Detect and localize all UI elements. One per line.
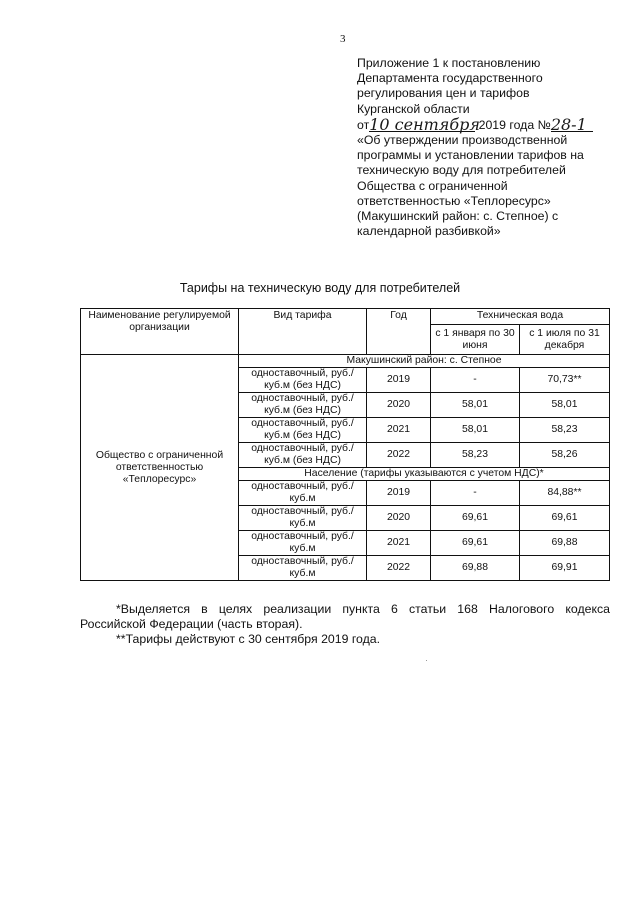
from-prefix: от bbox=[357, 117, 370, 132]
year-cell: 2021 bbox=[367, 531, 431, 556]
year-cell: 2020 bbox=[367, 506, 431, 531]
footnote-vat-cont: Российской Федерации (часть вторая). bbox=[80, 617, 303, 631]
scan-speck bbox=[426, 660, 427, 661]
header-organization: Наименование регулируемой организации bbox=[81, 309, 239, 355]
tariff-type-cell: одноставочный, руб./куб.м bbox=[239, 481, 367, 506]
header-technical-water: Техническая вода bbox=[431, 309, 610, 325]
subject-line: календарной разбивкой» bbox=[357, 224, 501, 239]
year-cell: 2021 bbox=[367, 418, 431, 443]
handwritten-number: 28-1 bbox=[551, 118, 593, 132]
subject-line: техническую воду для потребителей bbox=[357, 163, 566, 178]
header-year: Год bbox=[367, 309, 431, 355]
population-row: Население (тарифы указываются с учетом НДС)* bbox=[239, 468, 610, 481]
decree-date-line bbox=[357, 114, 619, 134]
subject-line: программы и установлении тарифов на bbox=[357, 148, 584, 163]
tariff-type-cell: одноставочный, руб./куб.м bbox=[239, 506, 367, 531]
period1-cell: 58,01 bbox=[431, 418, 520, 443]
period2-cell: 70,73** bbox=[520, 368, 610, 393]
period1-cell: 69,88 bbox=[431, 556, 520, 581]
appendix-line: Курганской области bbox=[357, 101, 470, 116]
subject-line: (Макушинский район: с. Степное) с bbox=[357, 209, 559, 224]
period1-cell: - bbox=[431, 481, 520, 506]
period1-cell: 58,01 bbox=[431, 393, 520, 418]
appendix-line: Приложение 1 к постановлению bbox=[357, 56, 541, 70]
subject-line: Общества с ограниченной bbox=[357, 178, 508, 193]
year-text: 2019 года № bbox=[478, 117, 551, 132]
period1-cell: 58,23 bbox=[431, 443, 520, 468]
year-cell: 2020 bbox=[367, 393, 431, 418]
appendix-line: регулирования цен и тарифов bbox=[357, 86, 530, 101]
period1-cell: - bbox=[431, 368, 520, 393]
organization-name: Общество с ограниченной ответственностью «Теплоресурс» bbox=[81, 355, 239, 581]
page-number: 3 bbox=[340, 33, 346, 45]
header-tariff-type: Вид тарифа bbox=[239, 309, 367, 355]
period1-cell: 69,61 bbox=[431, 531, 520, 556]
tariff-type-cell: одноставочный, руб./куб.м bbox=[239, 531, 367, 556]
tariff-type-cell: одноставочный, руб./куб.м (без НДС) bbox=[239, 368, 367, 393]
year-cell: 2019 bbox=[367, 481, 431, 506]
appendix-header bbox=[357, 56, 619, 239]
year-cell: 2022 bbox=[367, 556, 431, 581]
table-title: Тарифы на техническую воду для потребителей bbox=[179, 281, 461, 295]
footnote-vat: *Выделяется в целях реализации пункта 6 статьи 168 Налогового кодекса bbox=[116, 602, 610, 616]
subject-line: «Об утверждении производственной bbox=[357, 133, 568, 148]
handwritten-date: 10 сентября bbox=[369, 114, 480, 134]
period2-cell: 84,88** bbox=[520, 481, 610, 506]
period2-cell: 69,91 bbox=[520, 556, 610, 581]
tariff-type-cell: одноставочный, руб./куб.м (без НДС) bbox=[239, 418, 367, 443]
tariff-table bbox=[80, 308, 610, 581]
appendix-line: Департамента государственного bbox=[357, 71, 543, 86]
period2-cell: 58,01 bbox=[520, 393, 610, 418]
period2-cell: 58,23 bbox=[520, 418, 610, 443]
subject-line: ответственностью «Теплоресурс» bbox=[357, 193, 551, 208]
year-cell: 2022 bbox=[367, 443, 431, 468]
year-cell: 2019 bbox=[367, 368, 431, 393]
region-row: Макушинский район: с. Степное bbox=[239, 355, 610, 368]
footnotes bbox=[80, 602, 610, 647]
header-period-2: с 1 июля по 31 декабря bbox=[520, 325, 610, 355]
tariff-type-cell: одноставочный, руб./куб.м (без НДС) bbox=[239, 393, 367, 418]
period2-cell: 69,61 bbox=[520, 506, 610, 531]
period2-cell: 69,88 bbox=[520, 531, 610, 556]
tariff-type-cell: одноставочный, руб./куб.м (без НДС) bbox=[239, 443, 367, 468]
footnote-effective-date: **Тарифы действуют с 30 сентября 2019 года. bbox=[116, 632, 381, 646]
header-period-1: с 1 января по 30 июня bbox=[431, 325, 520, 355]
tariff-type-cell: одноставочный, руб./куб.м bbox=[239, 556, 367, 581]
period1-cell: 69,61 bbox=[431, 506, 520, 531]
period2-cell: 58,26 bbox=[520, 443, 610, 468]
